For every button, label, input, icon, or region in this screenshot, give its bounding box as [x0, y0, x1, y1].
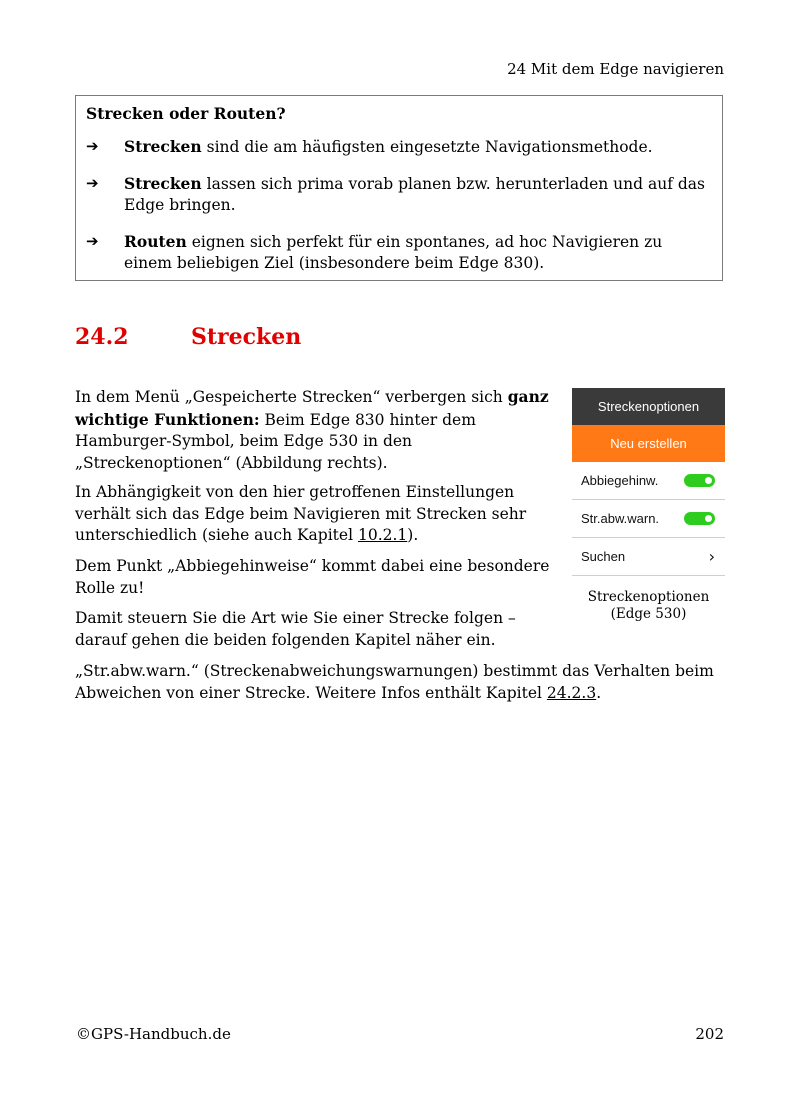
section-number: 24.2 — [75, 324, 129, 350]
arrow-icon: ➔ — [86, 174, 99, 192]
chapter-link[interactable]: 10.2.1 — [357, 526, 408, 544]
chevron-right-icon: › — [708, 547, 715, 566]
device-menu-row — [572, 538, 725, 576]
toggle-on-icon — [684, 474, 715, 487]
device-screenshot — [572, 388, 725, 588]
paragraph — [75, 386, 555, 474]
device-row-label: Str.abw.warn. — [581, 511, 660, 526]
caption-line: (Edge 530) — [610, 606, 687, 622]
paragraph-text: „Str.abw.warn.“ (Streckenabweichungswarnungen) bestimmt das Verhalten beim Abweichen von einer Strecke. Weitere Infos enthält Kapitel — [75, 662, 714, 702]
arrow-icon: ➔ — [86, 232, 99, 250]
arrow-icon: ➔ — [86, 137, 99, 155]
device-row-label — [581, 587, 634, 588]
footer-copyright: ©GPS-Handbuch.de — [76, 1025, 231, 1043]
page-number: 202 — [695, 1025, 724, 1043]
device-menu-row — [572, 500, 725, 538]
device-screen-title: Streckenoptionen — [572, 388, 725, 425]
paragraph-text: In Abhängigkeit von den hier getroffenen Einstellungen verhält sich das Edge beim Navigieren mit Strecken sehr unterschiedlich (siehe auch Kapitel — [75, 483, 527, 544]
info-box-title: Strecken oder Routen? — [86, 104, 286, 123]
section-heading — [75, 324, 301, 350]
paragraph-text: . — [596, 683, 602, 702]
bullet-text: lassen sich prima vorab planen bzw. herunterladen und auf das Edge bringen. — [124, 175, 705, 214]
running-header: 24 Mit dem Edge navigieren — [507, 60, 724, 78]
paragraph-bold: ganz wichtige Funktionen: — [75, 387, 549, 429]
bullet-text: sind die am häufigsten eingesetzte Navigationsmethode. — [201, 138, 653, 156]
toggle-on-icon — [684, 512, 715, 525]
paragraph — [75, 482, 555, 547]
new-route-button: Neu erstellen — [572, 425, 725, 462]
paragraph-text: ). — [407, 526, 419, 544]
bullet-bold-term: Strecken — [124, 174, 202, 193]
info-bullet — [86, 136, 712, 158]
paragraph: Damit steuern Sie die Art wie Sie einer Strecke folgen – darauf gehen die beiden folgenden Kapitel näher ein. — [75, 609, 516, 649]
info-bullet — [86, 231, 712, 274]
device-row-label: Abbiegehinw. — [581, 473, 659, 488]
caption-line: Streckenoptionen — [587, 589, 710, 605]
device-row-label: Suchen — [581, 549, 626, 564]
bullet-bold-term: Strecken — [124, 137, 202, 156]
device-menu-row — [572, 462, 725, 500]
paragraph: Dem Punkt „Abbiegehinweise“ kommt dabei eine besondere Rolle zu! — [75, 557, 550, 597]
info-box — [75, 95, 723, 281]
section-title: Strecken — [191, 324, 302, 350]
paragraph — [75, 661, 725, 704]
paragraph-text: In dem Menü „Gespeicherte Strecken“ verbergen sich — [75, 388, 508, 406]
bullet-text: eignen sich perfekt für ein spontanes, ad hoc Navigieren zu einem beliebigen Ziel (insbesondere beim Edge 830). — [124, 233, 663, 272]
chapter-link[interactable]: 24.2.3 — [546, 683, 597, 702]
device-menu-row — [572, 576, 725, 588]
bullet-bold-term: Routen — [124, 232, 187, 251]
figure-caption — [572, 589, 725, 623]
paragraph-text: Beim Edge 830 hinter dem Hamburger-Symbol, beim Edge 530 in den „Streckenoptionen“ (Abbildung rechts). — [75, 410, 476, 472]
info-bullet — [86, 173, 712, 216]
